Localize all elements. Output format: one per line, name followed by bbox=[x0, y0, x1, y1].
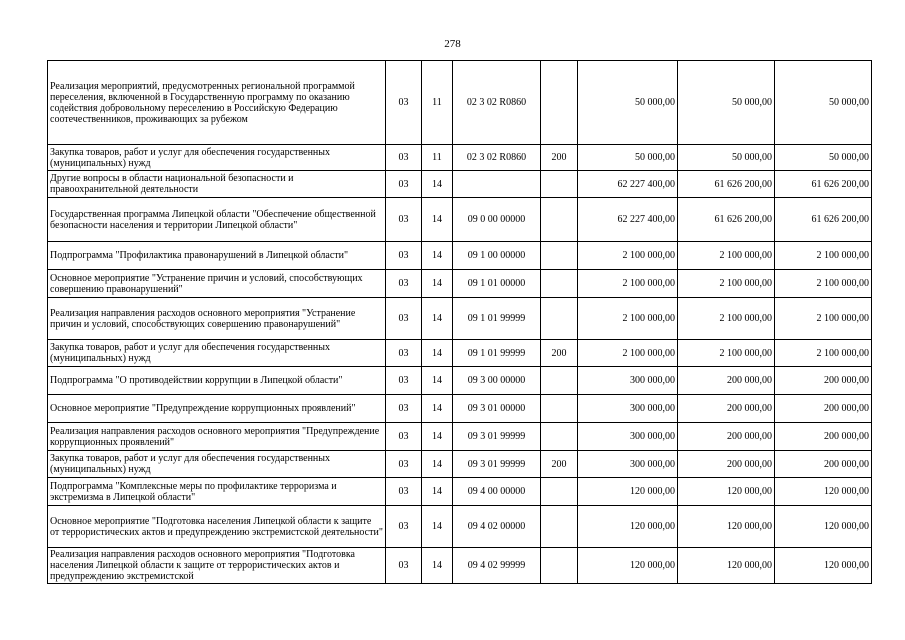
target-article-cell: 09 3 01 00000 bbox=[453, 395, 541, 423]
subsection-code-cell: 11 bbox=[422, 61, 453, 145]
section-code-cell: 03 bbox=[386, 171, 422, 198]
subsection-code-cell: 14 bbox=[422, 478, 453, 506]
amount-year1-cell: 2 100 000,00 bbox=[578, 298, 678, 340]
table-row bbox=[48, 270, 872, 298]
amount-year3-cell: 120 000,00 bbox=[775, 478, 872, 506]
subsection-code-cell: 14 bbox=[422, 198, 453, 242]
amount-year3-cell: 2 100 000,00 bbox=[775, 242, 872, 270]
row-name-cell: Подпрограмма "Профилактика правонарушений в Липецкой области" bbox=[48, 242, 386, 270]
target-article-cell: 02 3 02 R0860 bbox=[453, 145, 541, 171]
expense-type-cell: 200 bbox=[541, 145, 578, 171]
subsection-code-cell: 14 bbox=[422, 242, 453, 270]
row-name-cell: Закупка товаров, работ и услуг для обеспечения государственных (муниципальных) нужд bbox=[48, 340, 386, 367]
table-row bbox=[48, 61, 872, 145]
target-article-cell: 09 1 00 00000 bbox=[453, 242, 541, 270]
target-article-cell: 09 3 01 99999 bbox=[453, 451, 541, 478]
target-article-cell: 09 4 00 00000 bbox=[453, 478, 541, 506]
expense-type-cell bbox=[541, 242, 578, 270]
amount-year1-cell: 50 000,00 bbox=[578, 145, 678, 171]
amount-year1-cell: 2 100 000,00 bbox=[578, 270, 678, 298]
expense-type-cell bbox=[541, 478, 578, 506]
table-row bbox=[48, 451, 872, 478]
table-row bbox=[48, 198, 872, 242]
row-name-cell: Реализация направления расходов основного мероприятия "Предупреждение коррупционных проявлений" bbox=[48, 423, 386, 451]
section-code-cell: 03 bbox=[386, 395, 422, 423]
row-name-cell: Государственная программа Липецкой области "Обеспечение общественной безопасности населения и территории Липецкой области" bbox=[48, 198, 386, 242]
amount-year1-cell: 2 100 000,00 bbox=[578, 340, 678, 367]
expense-type-cell bbox=[541, 548, 578, 584]
amount-year3-cell: 50 000,00 bbox=[775, 61, 872, 145]
subsection-code-cell: 14 bbox=[422, 367, 453, 395]
target-article-cell: 09 1 01 99999 bbox=[453, 340, 541, 367]
page-number: 278 bbox=[444, 38, 461, 50]
table-row bbox=[48, 478, 872, 506]
amount-year2-cell: 2 100 000,00 bbox=[678, 242, 775, 270]
expense-type-cell bbox=[541, 395, 578, 423]
table-row bbox=[48, 367, 872, 395]
amount-year3-cell: 120 000,00 bbox=[775, 548, 872, 584]
amount-year1-cell: 300 000,00 bbox=[578, 423, 678, 451]
section-code-cell: 03 bbox=[386, 61, 422, 145]
expense-type-cell bbox=[541, 423, 578, 451]
table-row bbox=[48, 171, 872, 198]
amount-year1-cell: 120 000,00 bbox=[578, 506, 678, 548]
section-code-cell: 03 bbox=[386, 423, 422, 451]
amount-year2-cell: 200 000,00 bbox=[678, 395, 775, 423]
row-name-cell: Закупка товаров, работ и услуг для обеспечения государственных (муниципальных) нужд bbox=[48, 451, 386, 478]
expense-type-cell bbox=[541, 270, 578, 298]
row-name-cell: Реализация мероприятий, предусмотренных региональной программой переселения, включенной в Государственную программу по оказанию содействия добровольному переселению в Российскую Федерацию соотечественников, проживающих за рубежом bbox=[48, 61, 386, 145]
amount-year2-cell: 2 100 000,00 bbox=[678, 270, 775, 298]
row-name-cell: Подпрограмма "О противодействии коррупции в Липецкой области" bbox=[48, 367, 386, 395]
target-article-cell: 09 3 01 99999 bbox=[453, 423, 541, 451]
subsection-code-cell: 14 bbox=[422, 506, 453, 548]
target-article-cell bbox=[453, 171, 541, 198]
section-code-cell: 03 bbox=[386, 506, 422, 548]
amount-year1-cell: 300 000,00 bbox=[578, 395, 678, 423]
amount-year2-cell: 50 000,00 bbox=[678, 145, 775, 171]
subsection-code-cell: 14 bbox=[422, 270, 453, 298]
amount-year2-cell: 61 626 200,00 bbox=[678, 171, 775, 198]
section-code-cell: 03 bbox=[386, 340, 422, 367]
section-code-cell: 03 bbox=[386, 270, 422, 298]
target-article-cell: 09 4 02 00000 bbox=[453, 506, 541, 548]
amount-year3-cell: 200 000,00 bbox=[775, 395, 872, 423]
target-article-cell: 09 0 00 00000 bbox=[453, 198, 541, 242]
target-article-cell: 09 3 00 00000 bbox=[453, 367, 541, 395]
amount-year3-cell: 2 100 000,00 bbox=[775, 270, 872, 298]
subsection-code-cell: 14 bbox=[422, 423, 453, 451]
target-article-cell: 02 3 02 R0860 bbox=[453, 61, 541, 145]
amount-year3-cell: 200 000,00 bbox=[775, 423, 872, 451]
subsection-code-cell: 14 bbox=[422, 451, 453, 478]
target-article-cell: 09 1 01 99999 bbox=[453, 298, 541, 340]
amount-year1-cell: 120 000,00 bbox=[578, 478, 678, 506]
amount-year2-cell: 120 000,00 bbox=[678, 506, 775, 548]
expense-type-cell bbox=[541, 171, 578, 198]
expense-type-cell: 200 bbox=[541, 340, 578, 367]
table-row bbox=[48, 340, 872, 367]
amount-year1-cell: 62 227 400,00 bbox=[578, 171, 678, 198]
target-article-cell: 09 1 01 00000 bbox=[453, 270, 541, 298]
section-code-cell: 03 bbox=[386, 298, 422, 340]
row-name-cell: Закупка товаров, работ и услуг для обеспечения государственных (муниципальных) нужд bbox=[48, 145, 386, 171]
row-name-cell: Основное мероприятие "Устранение причин и условий, способствующих совершению правонарушений" bbox=[48, 270, 386, 298]
amount-year1-cell: 300 000,00 bbox=[578, 451, 678, 478]
row-name-cell: Реализация направления расходов основного мероприятия "Подготовка населения Липецкой области к защите от террористических актов и предупреждению экстремистской bbox=[48, 548, 386, 584]
table-row bbox=[48, 145, 872, 171]
amount-year2-cell: 200 000,00 bbox=[678, 367, 775, 395]
expense-type-cell bbox=[541, 198, 578, 242]
expense-type-cell bbox=[541, 298, 578, 340]
amount-year2-cell: 2 100 000,00 bbox=[678, 298, 775, 340]
amount-year1-cell: 300 000,00 bbox=[578, 367, 678, 395]
amount-year2-cell: 2 100 000,00 bbox=[678, 340, 775, 367]
amount-year2-cell: 200 000,00 bbox=[678, 423, 775, 451]
amount-year3-cell: 2 100 000,00 bbox=[775, 340, 872, 367]
section-code-cell: 03 bbox=[386, 548, 422, 584]
table-body bbox=[48, 61, 872, 584]
table-row bbox=[48, 423, 872, 451]
expense-type-cell bbox=[541, 61, 578, 145]
subsection-code-cell: 14 bbox=[422, 548, 453, 584]
table-row bbox=[48, 242, 872, 270]
subsection-code-cell: 14 bbox=[422, 171, 453, 198]
amount-year3-cell: 50 000,00 bbox=[775, 145, 872, 171]
amount-year3-cell: 200 000,00 bbox=[775, 451, 872, 478]
budget-table bbox=[47, 60, 872, 584]
amount-year1-cell: 62 227 400,00 bbox=[578, 198, 678, 242]
amount-year3-cell: 2 100 000,00 bbox=[775, 298, 872, 340]
section-code-cell: 03 bbox=[386, 451, 422, 478]
row-name-cell: Основное мероприятие "Предупреждение коррупционных проявлений" bbox=[48, 395, 386, 423]
section-code-cell: 03 bbox=[386, 198, 422, 242]
section-code-cell: 03 bbox=[386, 367, 422, 395]
section-code-cell: 03 bbox=[386, 145, 422, 171]
amount-year2-cell: 50 000,00 bbox=[678, 61, 775, 145]
amount-year2-cell: 120 000,00 bbox=[678, 478, 775, 506]
table-row bbox=[48, 298, 872, 340]
row-name-cell: Подпрограмма "Комплексные меры по профилактике терроризма и экстремизма в Липецкой области" bbox=[48, 478, 386, 506]
subsection-code-cell: 14 bbox=[422, 340, 453, 367]
subsection-code-cell: 14 bbox=[422, 298, 453, 340]
row-name-cell: Другие вопросы в области национальной безопасности и правоохранительной деятельности bbox=[48, 171, 386, 198]
amount-year1-cell: 2 100 000,00 bbox=[578, 242, 678, 270]
amount-year3-cell: 61 626 200,00 bbox=[775, 171, 872, 198]
section-code-cell: 03 bbox=[386, 478, 422, 506]
expense-type-cell: 200 bbox=[541, 451, 578, 478]
amount-year3-cell: 61 626 200,00 bbox=[775, 198, 872, 242]
expense-type-cell bbox=[541, 367, 578, 395]
row-name-cell: Основное мероприятие "Подготовка населения Липецкой области к защите от террористических актов и предупреждению экстремистской деятельности" bbox=[48, 506, 386, 548]
target-article-cell: 09 4 02 99999 bbox=[453, 548, 541, 584]
row-name-cell: Реализация направления расходов основного мероприятия "Устранение причин и условий, способствующих совершению правонарушений" bbox=[48, 298, 386, 340]
section-code-cell: 03 bbox=[386, 242, 422, 270]
amount-year2-cell: 61 626 200,00 bbox=[678, 198, 775, 242]
table-row bbox=[48, 506, 872, 548]
expense-type-cell bbox=[541, 506, 578, 548]
subsection-code-cell: 11 bbox=[422, 145, 453, 171]
table-row bbox=[48, 548, 872, 584]
subsection-code-cell: 14 bbox=[422, 395, 453, 423]
amount-year1-cell: 50 000,00 bbox=[578, 61, 678, 145]
amount-year1-cell: 120 000,00 bbox=[578, 548, 678, 584]
amount-year2-cell: 200 000,00 bbox=[678, 451, 775, 478]
amount-year3-cell: 200 000,00 bbox=[775, 367, 872, 395]
amount-year3-cell: 120 000,00 bbox=[775, 506, 872, 548]
table-row bbox=[48, 395, 872, 423]
amount-year2-cell: 120 000,00 bbox=[678, 548, 775, 584]
